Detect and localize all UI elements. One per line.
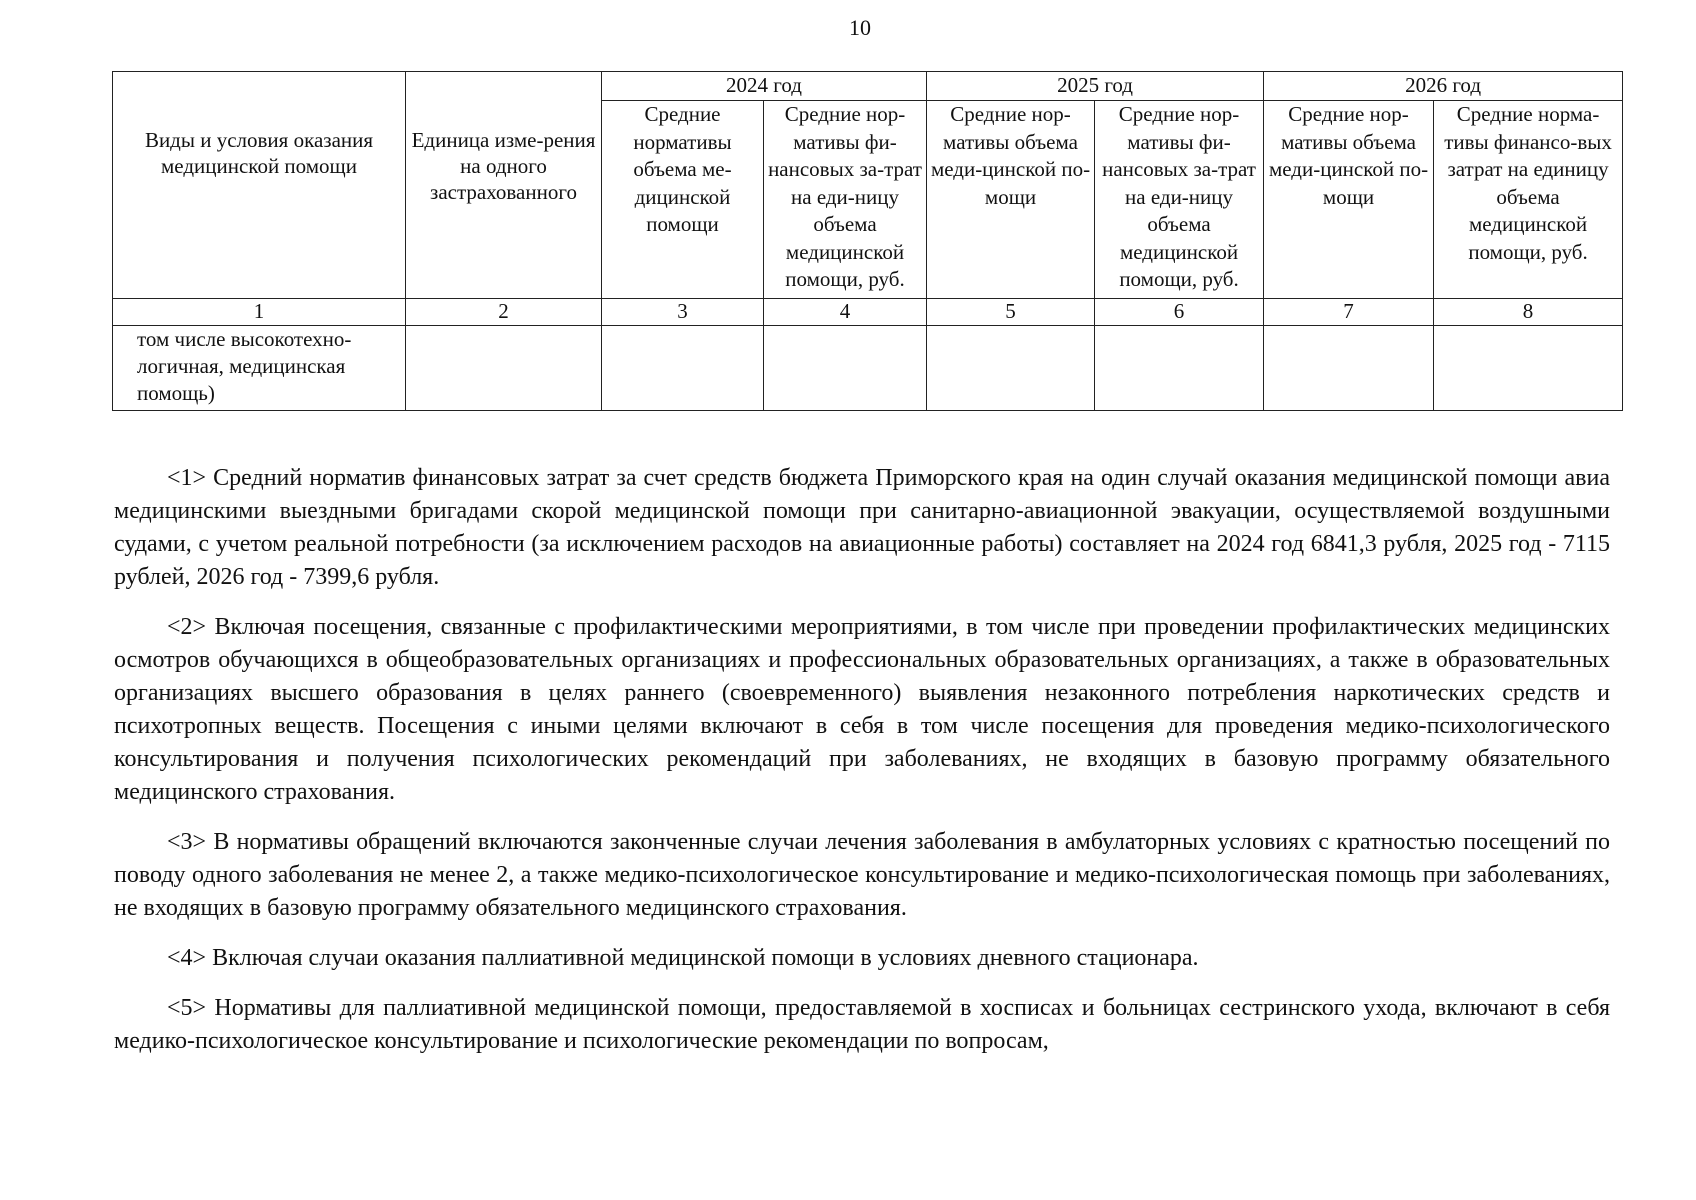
norms-table	[112, 71, 1623, 411]
table-cell	[1264, 326, 1434, 411]
table-cell	[764, 326, 927, 411]
header-year-2025: 2025 год	[927, 72, 1264, 101]
header-year-2024: 2024 год	[602, 72, 927, 101]
table-cell	[602, 326, 764, 411]
footnote-3: <3> В нормативы обращений включаются законченные случаи лечения заболевания в амбулаторных условиях с кратностью посещений по поводу одного заболевания не менее 2, а также медико-психологическое консультирование и медико-психологическая помощь при заболеваниях, не входящих в базовую программу обязательного медицинского страхования.	[114, 829, 1610, 921]
column-number: 6	[1095, 299, 1264, 326]
subheader-cost-2024: Средние нор-мативы фи-нансовых за-трат на еди-ницу объема медицинской помощи, руб.	[764, 101, 927, 299]
header-year-2026: 2026 год	[1264, 72, 1623, 101]
table-cell	[406, 326, 602, 411]
table-header-row	[113, 72, 1623, 101]
table-row	[113, 326, 1623, 411]
subheader-cost-2026: Средние норма-тивы финансо-вых затрат на единицу объема медицинской помощи, руб.	[1434, 101, 1623, 299]
subheader-volume-2026: Средние нор-мативы объема меди-цинской по-мощи	[1264, 101, 1434, 299]
table-cell	[927, 326, 1095, 411]
column-number: 7	[1264, 299, 1434, 326]
table-cell	[1434, 326, 1623, 411]
subheader-volume-2025: Средние нор-мативы объема меди-цинской по-мощи	[927, 101, 1095, 299]
header-care-types: Виды и условия оказания медицинской помощи	[113, 72, 406, 299]
footnote-2: <2> Включая посещения, связанные с профилактическими мероприятиями, в том числе при проведении профилактических медицинских осмотров обучающихся в общеобразовательных организациях и профессиональных образовательных организациях, а также в образовательных организациях высшего образования в целях раннего (своевременного) выявления незаконного потребления наркотических средств и психотропных веществ. Посещения с иными целями включают в себя в том числе посещения для проведения медико-психологического консультирования и получения психологических рекомендаций при заболеваниях, не входящих в базовую программу обязательного медицинского страхования.	[114, 614, 1610, 805]
subheader-volume-2024: Средние нормативы объема ме-дицинской помощи	[602, 101, 764, 299]
column-number: 2	[406, 299, 602, 326]
table-cell	[1095, 326, 1264, 411]
column-number: 5	[927, 299, 1095, 326]
footnote-1: <1> Средний норматив финансовых затрат за счет средств бюджета Приморского края на один случай оказания медицинской помощи авиа медицинскими выездными бригадами скорой медицинской помощи при санитарно-авиационной эвакуации, осуществляемой воздушными судами, с учетом реальной потребности (за исключением расходов на авиационные работы) составляет на 2024 год 6841,3 рубля, 2025 год - 7115 рублей, 2026 год - 7399,6 рубля.	[114, 465, 1610, 590]
column-number-row	[113, 299, 1623, 326]
page-number: 10	[849, 15, 871, 40]
footnote-4: <4> Включая случаи оказания паллиативной медицинской помощи в условиях дневного стационара.	[167, 945, 1199, 971]
column-number: 3	[602, 299, 764, 326]
column-number: 4	[764, 299, 927, 326]
footnotes	[114, 462, 1610, 1058]
row-care-type-cell: том числе высокотехно-логичная, медицинская помощь)	[113, 326, 406, 411]
column-number: 1	[113, 299, 406, 326]
footnote-5: <5> Нормативы для паллиативной медицинской помощи, предоставляемой в хосписах и больницах сестринского ухода, включают в себя медико-психологическое консультирование и психологические рекомендации по вопросам,	[114, 995, 1610, 1054]
subheader-cost-2025: Средние нор-мативы фи-нансовых за-трат на еди-ницу объема медицинской помощи, руб.	[1095, 101, 1264, 299]
header-unit: Единица изме-рения на одного застрахованного	[406, 72, 602, 299]
column-number: 8	[1434, 299, 1623, 326]
